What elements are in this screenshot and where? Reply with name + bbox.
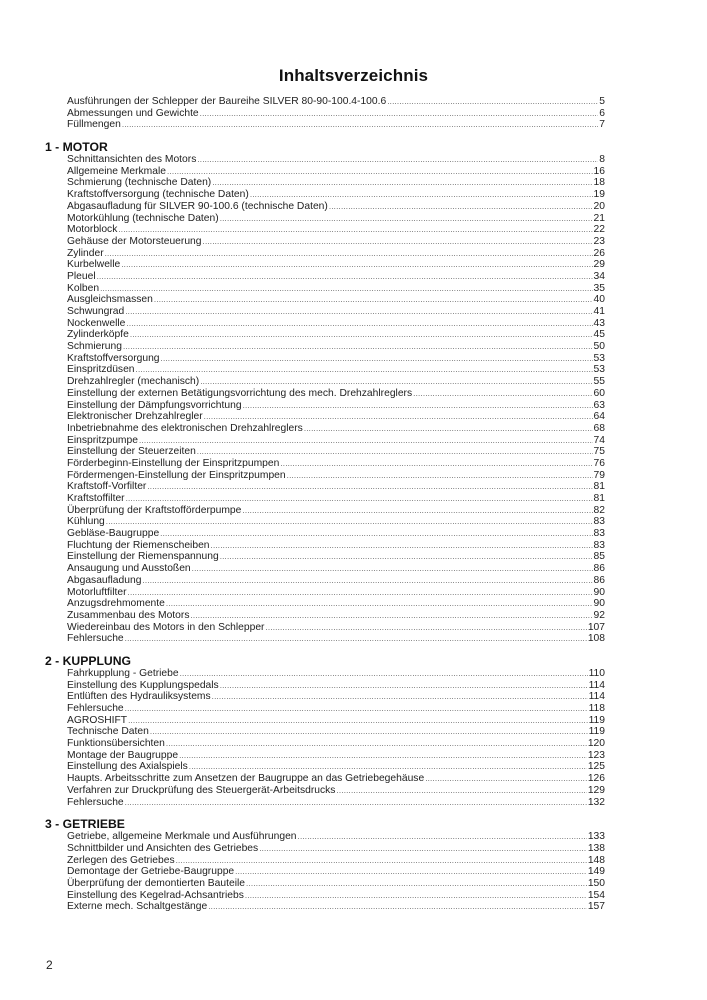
toc-entry[interactable] [67, 598, 605, 610]
toc-entry[interactable] [67, 341, 605, 353]
dot-leader [203, 236, 593, 248]
dot-leader [242, 505, 592, 517]
toc-entry-page: 8 [599, 154, 605, 166]
toc-entry-page: 22 [593, 224, 605, 236]
toc-entry-label: Einstellung des Kegelrad-Achsantriebs [67, 889, 244, 901]
toc-entry-page: 26 [593, 247, 605, 259]
toc-entry[interactable] [67, 224, 605, 236]
dot-leader [126, 318, 592, 330]
toc-entry[interactable] [67, 797, 605, 809]
toc-entry-label: Fördermengen-Einstellung der Einspritzpumpen [67, 469, 286, 481]
dot-leader [160, 528, 592, 540]
dot-leader [136, 364, 593, 376]
toc-entry[interactable] [67, 411, 605, 423]
dot-leader [167, 166, 593, 178]
toc-entry-page: 29 [593, 259, 605, 271]
dot-leader [413, 388, 592, 400]
dot-leader [125, 703, 588, 715]
toc-entry-label: Kolben [67, 282, 100, 294]
dot-leader [336, 785, 586, 797]
dot-leader [166, 738, 587, 750]
toc-entry[interactable] [67, 761, 605, 773]
toc-entry-label: Inbetriebnahme des elektronischen Drehzahlreglers [67, 422, 303, 434]
toc-entry[interactable] [67, 213, 605, 225]
toc-entry[interactable] [67, 843, 605, 855]
toc-entry-label: Abgasaufladung für SILVER 90-100.6 (technische Daten) [67, 200, 328, 212]
toc-entry-page: 157 [587, 901, 605, 913]
toc-entry-label: Montage der Baugruppe [67, 749, 179, 761]
dot-leader [190, 610, 592, 622]
toc-entry-label: Getriebe, allgemeine Merkmale und Ausführungen [67, 831, 297, 843]
toc-entry-page: 118 [588, 703, 605, 714]
toc-entry-label: Demontage der Getriebe-Baugruppe [67, 866, 235, 878]
toc-entry-page: 90 [593, 586, 605, 598]
toc-entry-page: 85 [593, 551, 605, 563]
toc-entry-label: Zylinderköpfe [67, 329, 129, 341]
toc-entry-label: Füllmengen [67, 119, 121, 131]
toc-entry[interactable] [67, 96, 605, 108]
toc-entry[interactable] [67, 236, 605, 248]
dot-leader [304, 423, 593, 435]
toc-entry-label: Ausgleichsmassen [67, 294, 153, 306]
section-heading[interactable]: 2 - KUPPLUNG [45, 653, 131, 668]
toc-entry-label: Ansaugung und Ausstoßen [67, 563, 191, 575]
toc-entry-page: 129 [587, 784, 605, 796]
toc-entry-label: Verfahren zur Druckprüfung des Steuergerät-Arbeitsdrucks [67, 784, 336, 796]
dot-leader [161, 353, 593, 365]
section-heading[interactable]: 1 - MOTOR [45, 140, 108, 155]
toc-entry[interactable] [67, 154, 605, 166]
dot-leader [123, 341, 593, 353]
toc-entry-page: 119 [588, 726, 605, 738]
toc-entry-page: 82 [593, 504, 605, 516]
toc-entry-label: Gebläse-Baugruppe [67, 528, 160, 540]
toc-entry-label: Elektronischer Drehzahlregler [67, 411, 203, 423]
dot-leader [208, 901, 587, 913]
toc-entry[interactable] [67, 855, 605, 867]
toc-sections [45, 141, 605, 913]
dot-leader [180, 668, 588, 680]
toc-entry-label: Kraftstoffversorgung (technische Daten) [67, 189, 249, 201]
toc-entry[interactable] [67, 400, 605, 412]
toc-entry-page: 114 [588, 691, 605, 703]
toc-entry-page: 68 [593, 422, 605, 434]
toc-entry-page: 138 [587, 842, 605, 854]
toc-entry[interactable] [67, 470, 605, 482]
toc-entry-page: 43 [593, 317, 605, 329]
toc-entry-label: Einstellung des Axialspiels [67, 761, 188, 773]
dot-leader [387, 96, 598, 108]
toc-entry-page: 149 [587, 866, 605, 878]
toc-entry-label: AGROSHIFT [67, 714, 128, 726]
dot-leader [200, 376, 592, 388]
toc-entry[interactable] [67, 248, 605, 260]
dot-leader [166, 598, 593, 610]
dot-leader [220, 213, 593, 225]
toc-entry[interactable] [67, 189, 605, 201]
toc-entry[interactable] [67, 108, 605, 120]
toc-entry[interactable] [67, 481, 605, 493]
toc-entry-page: 92 [593, 609, 605, 621]
toc-entry-page: 7 [599, 119, 605, 131]
toc-entry-label: Motorblock [67, 224, 118, 236]
toc-entry-label: Zusammenbau des Motors [67, 609, 190, 621]
toc-entry[interactable] [67, 622, 605, 634]
toc-entry[interactable] [67, 493, 605, 505]
dot-leader [125, 633, 587, 645]
toc-entry-page: 114 [588, 679, 605, 691]
toc-entry[interactable] [67, 831, 605, 843]
toc-entry[interactable] [67, 901, 605, 913]
dot-leader [154, 294, 593, 306]
toc-entry-page: 60 [593, 387, 605, 399]
toc-entry[interactable] [67, 505, 605, 517]
toc-entry[interactable] [67, 388, 605, 400]
toc-entry-page: 19 [593, 189, 605, 201]
toc-entry-page: 21 [593, 212, 605, 224]
toc-entry-label: Drehzahlregler (mechanisch) [67, 376, 200, 388]
toc-entry-label: Zerlegen des Getriebes [67, 854, 175, 866]
toc-entry[interactable] [67, 878, 605, 890]
toc-entry-page: 16 [593, 165, 605, 177]
toc-entry[interactable] [67, 376, 605, 388]
toc-entry-label: Wiedereinbau des Motors in den Schlepper [67, 621, 265, 633]
toc-entry[interactable] [67, 528, 605, 540]
toc-entry-page: 55 [593, 376, 605, 388]
toc-entry[interactable] [67, 177, 605, 189]
toc-entry[interactable] [67, 563, 605, 575]
toc-entry-page: 132 [587, 796, 605, 808]
toc-entry-page: 81 [593, 481, 605, 493]
dot-leader [150, 726, 588, 738]
toc-entry-label: Kraftstoffilter [67, 493, 125, 504]
toc-entry-page: 90 [593, 598, 605, 610]
toc-entry[interactable] [67, 329, 605, 341]
toc-entry-page: 53 [593, 352, 605, 364]
toc-entry-page: 5 [599, 96, 605, 107]
toc-entry-page: 110 [588, 667, 605, 679]
toc-entry[interactable] [67, 201, 605, 213]
toc-entry[interactable] [67, 785, 605, 797]
toc-entry-label: Einstellung der Dämpfungsvorrichtung [67, 399, 242, 411]
dot-leader [220, 551, 593, 563]
toc-section [45, 655, 605, 808]
toc-entry[interactable] [67, 283, 605, 295]
toc-entry-label: Kühlung [67, 516, 105, 528]
toc-entry[interactable] [67, 633, 605, 645]
toc-entry-label: Einstellung der Riemenspannung [67, 551, 219, 563]
toc-entry[interactable] [67, 551, 605, 563]
toc-entry-label: Nockenwelle [67, 317, 126, 329]
dot-leader [197, 154, 598, 166]
dot-leader [192, 563, 593, 575]
toc-entry-label: Abgasaufladung [67, 574, 142, 586]
dot-leader [176, 855, 587, 867]
dot-leader [220, 680, 588, 692]
toc-entry[interactable] [67, 680, 605, 692]
toc-entry-label: Zylinder [67, 247, 104, 259]
dot-leader [200, 108, 599, 120]
toc-entry-label: Überprüfung der Kraftstofförderpumpe [67, 504, 242, 516]
toc-entry-page: 83 [593, 528, 605, 540]
toc-entry-page: 83 [593, 516, 605, 528]
toc-entry-page: 18 [593, 177, 605, 189]
toc-entry-label: Fehlersuche [67, 796, 124, 808]
toc-entry-label: Pleuel [67, 270, 96, 282]
toc-entry[interactable] [67, 773, 605, 785]
toc-entry-page: 45 [593, 329, 605, 341]
toc-entry-page: 86 [593, 574, 605, 586]
toc-entry[interactable] [67, 866, 605, 878]
toc-entry[interactable] [67, 715, 605, 727]
toc-entry-page: 150 [587, 877, 605, 889]
dot-leader [425, 773, 587, 785]
toc-entry-page: 79 [593, 469, 605, 481]
toc-entry-page: 81 [593, 493, 605, 504]
dot-leader [105, 248, 593, 260]
dot-leader [128, 587, 593, 599]
toc-entry-label: Überprüfung der demontierten Bauteile [67, 877, 246, 889]
toc-entry-page: 64 [593, 411, 605, 423]
toc-entry-label: Gehäuse der Motorsteuerung [67, 235, 202, 247]
toc-entry[interactable] [67, 516, 605, 528]
toc-entry-page: 108 [587, 633, 605, 645]
toc-entry-label: Fehlersuche [67, 703, 124, 714]
toc-entry-page: 126 [587, 773, 605, 785]
dot-leader [259, 843, 587, 855]
toc-entry[interactable] [67, 691, 605, 703]
dot-leader [211, 540, 593, 552]
toc-entry-label: Kraftstoff-Vorfilter [67, 481, 147, 493]
toc-entry[interactable] [67, 750, 605, 762]
dot-leader [128, 715, 588, 727]
toc-entry[interactable] [67, 318, 605, 330]
toc-entry[interactable] [67, 353, 605, 365]
toc-entry-page: 40 [593, 294, 605, 306]
toc-entry-page: 154 [587, 889, 605, 901]
toc-entry-page: 107 [587, 621, 605, 633]
toc-intro-entries [45, 96, 605, 131]
toc-entry-page: 123 [587, 749, 605, 761]
toc-entry-label: Motorkühlung (technische Daten) [67, 212, 219, 224]
toc-entry-page: 83 [593, 539, 605, 551]
toc-entry[interactable] [67, 423, 605, 435]
toc-entry[interactable] [67, 540, 605, 552]
toc-entry-page: 120 [587, 738, 605, 750]
dot-leader [142, 575, 592, 587]
toc-entry[interactable] [67, 435, 605, 447]
toc-entry[interactable] [67, 306, 605, 318]
toc-entry[interactable] [67, 446, 605, 458]
toc-section [45, 141, 605, 645]
toc-entry-page: 53 [593, 364, 605, 376]
toc-entry[interactable] [67, 610, 605, 622]
toc-entry-page: 20 [593, 200, 605, 212]
toc-entry[interactable] [67, 119, 605, 131]
toc-entry-label: Schwungrad [67, 306, 125, 317]
dot-leader [287, 470, 593, 482]
toc-entry-label: Motorluftfilter [67, 586, 127, 598]
toc-entry-label: Externe mech. Schaltgestänge [67, 901, 208, 913]
toc-entry-page: 86 [593, 563, 605, 575]
toc-section [45, 818, 605, 913]
page-number: 2 [46, 958, 53, 972]
toc-entry-label: Allgemeine Merkmale [67, 165, 167, 177]
toc-entry[interactable] [67, 575, 605, 587]
section-heading[interactable]: 3 - GETRIEBE [45, 817, 125, 832]
toc-entry[interactable] [67, 458, 605, 470]
toc-entry-page: 74 [593, 434, 605, 446]
dot-leader [125, 797, 587, 809]
toc-entry-label: Kraftstoffversorgung [67, 352, 160, 364]
dot-leader [250, 189, 593, 201]
toc-entry-page: 133 [587, 831, 605, 843]
toc-entry-page: 6 [599, 107, 605, 119]
toc-entry-label: Einstellung des Kupplungspedals [67, 679, 219, 691]
table-of-contents [45, 96, 605, 913]
toc-entry[interactable] [67, 259, 605, 271]
toc-entry[interactable] [67, 738, 605, 750]
toc-entry-label: Förderbeginn-Einstellung der Einspritzpumpen [67, 457, 280, 469]
toc-entry-label: Schnittbilder und Ansichten des Getriebes [67, 842, 259, 854]
toc-entry-page: 119 [588, 714, 605, 726]
toc-entry-label: Kurbelwelle [67, 259, 121, 271]
toc-entry-label: Anzugsdrehmomente [67, 598, 165, 610]
dot-leader [97, 271, 593, 283]
dot-leader [243, 400, 593, 412]
dot-leader [245, 890, 587, 902]
toc-entry-page: 23 [593, 235, 605, 247]
toc-entry-label: Fehlersuche [67, 633, 124, 645]
toc-entry-page: 75 [593, 446, 605, 458]
toc-entry-label: Funktionsübersichten [67, 738, 165, 750]
dot-leader [125, 306, 592, 318]
dot-leader [298, 831, 587, 843]
toc-entry[interactable] [67, 587, 605, 599]
toc-entry-page: 76 [593, 457, 605, 469]
toc-entry-label: Schmierung [67, 341, 122, 353]
toc-entry-label: Ausführungen der Schlepper der Baureihe SILVER 80-90-100.4-100.6 [67, 96, 387, 107]
toc-entry-page: 63 [593, 399, 605, 411]
toc-entry-label: Haupts. Arbeitsschritte zum Ansetzen der Baugruppe an das Getriebegehäuse [67, 773, 425, 785]
toc-entry[interactable] [67, 703, 605, 715]
toc-entry-label: Schmierung (technische Daten) [67, 177, 212, 189]
dot-leader [126, 493, 593, 505]
dot-leader [280, 458, 592, 470]
page-title: Inhaltsverzeichnis [278, 66, 429, 85]
toc-entry-label: Technische Daten [67, 726, 149, 738]
toc-entry-page: 34 [593, 270, 605, 282]
toc-entry-page: 50 [593, 341, 605, 353]
toc-entry-label: Fluchtung der Riemenscheiben [67, 539, 210, 551]
toc-entry-label: Einstellung der Steuerzeiten [67, 446, 196, 458]
toc-entry[interactable] [67, 726, 605, 738]
toc-entry-label: Einspritzpumpe [67, 434, 138, 446]
toc-entry-label: Fahrkupplung - Getriebe [67, 667, 179, 679]
toc-entry-page: 35 [593, 282, 605, 294]
dot-leader [139, 435, 593, 447]
toc-entry-label: Einspritzdüsen [67, 364, 135, 376]
dot-leader [265, 622, 586, 634]
dot-leader [197, 446, 593, 458]
toc-entry[interactable] [67, 166, 605, 178]
dot-leader [189, 761, 587, 773]
dot-leader [100, 283, 592, 295]
dot-leader [212, 691, 588, 703]
toc-entry[interactable] [67, 364, 605, 376]
dot-leader [130, 329, 593, 341]
toc-entry-page: 125 [587, 761, 605, 773]
dot-leader [179, 750, 587, 762]
toc-entry[interactable] [67, 668, 605, 680]
dot-leader [118, 224, 592, 236]
toc-entry-label: Schnittansichten des Motors [67, 154, 197, 166]
toc-entry-page: 148 [587, 854, 605, 866]
dot-leader [204, 411, 593, 423]
dot-leader [212, 177, 592, 189]
dot-leader [329, 201, 593, 213]
dot-leader [122, 119, 598, 131]
toc-entry[interactable] [67, 890, 605, 902]
toc-entry[interactable] [67, 294, 605, 306]
dot-leader [235, 866, 587, 878]
toc-entry-label: Einstellung der externen Betätigungsvorrichtung des mech. Drehzahlreglers [67, 387, 413, 399]
dot-leader [147, 481, 592, 493]
dot-leader [246, 878, 587, 890]
toc-entry[interactable] [67, 271, 605, 283]
toc-entry-label: Abmessungen und Gewichte [67, 107, 199, 119]
toc-entry-label: Entlüften des Hydrauliksystems [67, 691, 211, 703]
dot-leader [121, 259, 592, 271]
dot-leader [106, 516, 593, 528]
toc-entry-page: 41 [593, 306, 605, 317]
